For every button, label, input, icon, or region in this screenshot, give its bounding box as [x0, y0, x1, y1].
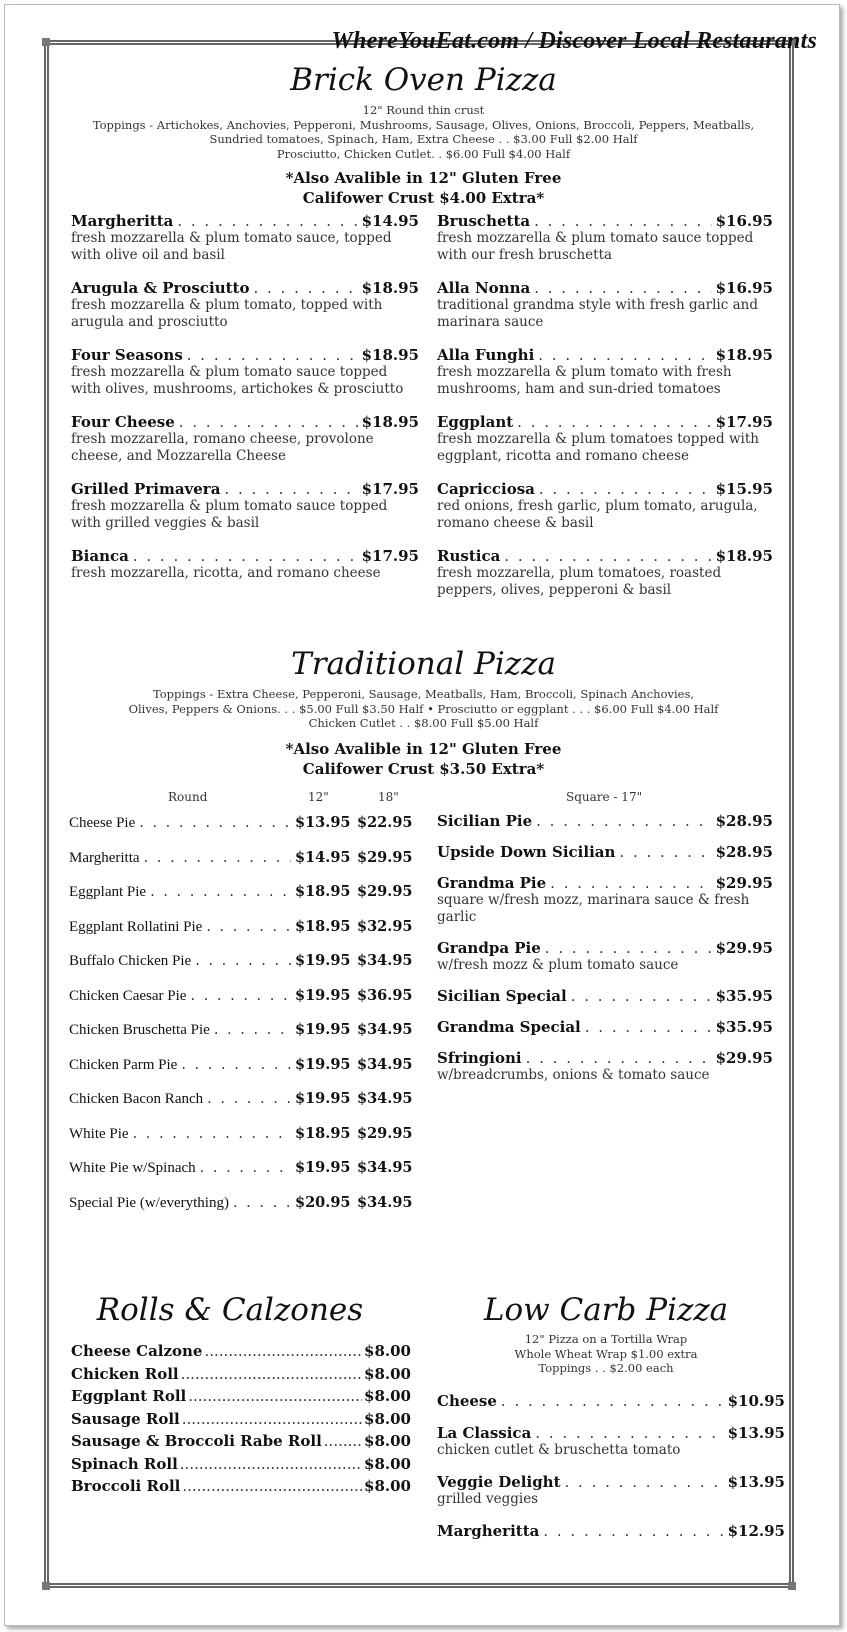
price-18: $32.95	[357, 917, 413, 935]
round-header: Round	[168, 790, 208, 804]
menu-item-price: $35.95	[715, 987, 773, 1005]
leader-dots	[206, 919, 291, 935]
menu-item-desc: fresh mozzarella & plum tomato sauce topped with our fresh bruschetta	[437, 230, 754, 263]
subtitle-line: Toppings - Artichokes, Anchovies, Pepperoni, Mushrooms, Sausage, Olives, Onions, Broccoli, Peppers, Meatballs,	[92, 117, 755, 132]
rolls-title: Rolls & Calzones	[96, 1292, 364, 1328]
menu-item-price: $10.95	[727, 1392, 785, 1410]
menu-item-price: $14.95	[361, 212, 419, 230]
menu-item-price: $12.95	[727, 1522, 785, 1540]
menu-item-name: Bianca	[71, 547, 129, 565]
menu-item-desc: fresh mozzarella & plum tomatoes topped with eggplant, ricotta and romano cheese	[437, 431, 759, 464]
low-carb-title: Low Carb Pizza	[483, 1292, 729, 1328]
round-pizza-list	[69, 814, 419, 1228]
menu-item-price: $8.00	[364, 1387, 411, 1405]
menu-item-name: Sfringioni	[437, 1049, 522, 1067]
menu-item-name: Sicilian Special	[437, 987, 567, 1005]
roll-row	[71, 1477, 411, 1500]
leader-dots	[619, 843, 711, 861]
round-pizza-row	[69, 883, 419, 918]
menu-item-name: Alla Funghi	[437, 346, 535, 364]
roll-row	[71, 1432, 411, 1455]
border-corner	[42, 38, 50, 46]
brick-oven-gluten-free	[0, 168, 847, 208]
menu-item-name: Grandma Special	[437, 1018, 581, 1036]
menu-item-desc: fresh mozzarella & plum tomato, topped with arugula and prosciutto	[71, 297, 383, 330]
menu-item-name: Margheritta	[437, 1522, 540, 1540]
leader-dots	[535, 1424, 723, 1442]
menu-item-row	[71, 547, 419, 565]
menu-item	[437, 547, 773, 599]
menu-item	[71, 346, 419, 398]
menu-item-name: Margheritta	[69, 849, 140, 866]
menu-item-name: White Pie	[69, 1125, 129, 1142]
menu-item	[437, 843, 773, 861]
leader-dots	[179, 413, 358, 431]
round-pizza-row	[69, 952, 419, 987]
menu-item-desc: fresh mozzarella & plum tomato sauce topped with olives, mushrooms, artichokes & prosciutto	[71, 364, 404, 397]
leader-dots	[180, 1455, 362, 1473]
leader-dots	[504, 547, 711, 565]
menu-item-price: $28.95	[715, 812, 773, 830]
menu-item	[437, 1392, 785, 1410]
price-18: $34.95	[357, 1193, 413, 1211]
leader-dots	[565, 1473, 724, 1491]
menu-item-name: Rustica	[437, 547, 501, 565]
price-12: $19.95	[295, 986, 351, 1004]
menu-item-desc: red onions, fresh garlic, plum tomato, arugula, romano cheese & basil	[437, 498, 758, 531]
leader-dots	[139, 815, 291, 831]
leader-dots	[539, 480, 712, 498]
menu-item-row	[437, 1392, 785, 1410]
round-pizza-row	[69, 849, 419, 884]
menu-item-row	[71, 413, 419, 431]
menu-item-price: $8.00	[364, 1409, 411, 1428]
menu-item-name: Alla Nonna	[437, 279, 531, 297]
menu-item	[71, 413, 419, 465]
price-12: $18.95	[295, 1124, 351, 1142]
menu-item-name: Spinach Roll	[71, 1454, 178, 1473]
menu-item-price: $17.95	[361, 480, 419, 498]
menu-item-name: Chicken Bruschetta Pie	[69, 1022, 210, 1038]
menu-item-row	[437, 1049, 773, 1067]
menu-item-row	[437, 939, 773, 957]
leader-dots	[181, 1057, 291, 1073]
menu-item-row	[71, 346, 419, 364]
menu-item	[437, 480, 773, 532]
menu-item-name: Grilled Primavera	[71, 480, 221, 498]
round-pizza-row	[69, 1159, 419, 1194]
roll-row	[71, 1410, 411, 1433]
price-18: $34.95	[357, 1159, 413, 1176]
menu-item-name: Special Pie (w/everything)	[69, 1194, 229, 1211]
leader-dots	[187, 346, 358, 364]
menu-item-row	[437, 346, 773, 364]
leader-dots	[133, 1126, 291, 1142]
leader-dots	[526, 1049, 712, 1067]
round-pizza-row	[69, 1090, 419, 1125]
menu-item-row	[437, 413, 773, 431]
menu-item-price: $8.00	[364, 1342, 411, 1360]
menu-item-price: $28.95	[715, 843, 773, 861]
leader-dots	[543, 1522, 723, 1540]
menu-item-row	[437, 1473, 785, 1491]
menu-item-desc: chicken cutlet & bruschetta tomato	[437, 1442, 681, 1458]
menu-item-name: Eggplant Roll	[71, 1387, 187, 1405]
leader-dots	[207, 1091, 291, 1107]
menu-item-name: Cheese Pie	[69, 815, 136, 831]
brick-oven-left-column	[71, 212, 419, 597]
menu-item-name: Four Cheese	[71, 413, 175, 431]
subtitle-line: Whole Wheat Wrap $1.00 extra	[514, 1346, 698, 1361]
price-12: $19.95	[295, 1090, 351, 1107]
round-pizza-row	[69, 1194, 419, 1229]
brick-oven-subtitle	[0, 103, 847, 161]
menu-item-price: $18.95	[361, 413, 419, 431]
menu-item-desc: fresh mozzarella, plum tomatoes, roasted peppers, olives, pepperoni & basil	[437, 565, 722, 598]
leader-dots	[182, 1410, 362, 1428]
price-12: $13.95	[295, 814, 351, 831]
menu-item-name: Veggie Delight	[437, 1473, 561, 1491]
menu-item-desc: traditional grandma style with fresh garlic and marinara sauce	[437, 297, 758, 330]
menu-item-price: $29.95	[715, 939, 773, 957]
leader-dots	[534, 212, 711, 230]
leader-dots	[190, 988, 291, 1004]
menu-item	[437, 413, 773, 465]
menu-item-row	[437, 1522, 785, 1540]
menu-item-name: Sausage Roll	[71, 1409, 180, 1428]
menu-item-name: Capricciosa	[437, 480, 535, 498]
menu-item-price: $16.95	[715, 279, 773, 297]
price-12: $19.95	[295, 1159, 351, 1176]
menu-item-row	[437, 547, 773, 565]
menu-item-name: Grandpa Pie	[437, 939, 541, 957]
menu-item-row	[437, 1424, 785, 1442]
subtitle-line: Olives, Peppers & Onions. . . $5.00 Full $3.50 Half • Prosciutto or eggplant . . . $6.00 Full $4.00 Half	[128, 701, 719, 716]
menu-item-price: $8.00	[364, 1454, 411, 1473]
leader-dots	[501, 1392, 724, 1410]
border-corner	[42, 1582, 50, 1590]
price-12: $19.95	[295, 1055, 351, 1073]
price-12: $19.95	[295, 952, 351, 969]
menu-item-row	[437, 874, 773, 892]
menu-item-row	[437, 843, 773, 861]
round-pizza-row	[69, 918, 419, 953]
price-12: $18.95	[295, 917, 351, 935]
price-18: $34.95	[357, 1090, 413, 1107]
menu-item-desc: fresh mozzarella & plum tomato with fresh mushrooms, ham and sun-dried tomatoes	[437, 364, 732, 397]
price-12: $20.95	[295, 1193, 351, 1211]
round-pizza-row	[69, 1021, 419, 1056]
subtitle-line: Sundried tomatoes, Spinach, Ham, Extra Cheese . . $3.00 Full $2.00 Half	[209, 132, 638, 146]
menu-item-price: $13.95	[727, 1473, 785, 1491]
roll-row	[71, 1387, 411, 1410]
price-18: $34.95	[357, 1055, 413, 1073]
leader-dots	[538, 346, 711, 364]
price-18: $29.95	[357, 1124, 413, 1142]
gluten-free-line: Califower Crust $3.50 Extra*	[302, 760, 545, 778]
leader-dots	[204, 1342, 362, 1360]
menu-item-price: $18.95	[715, 346, 773, 364]
price-12: $18.95	[295, 883, 351, 900]
leader-dots	[536, 812, 711, 830]
menu-item-name: Margheritta	[71, 212, 174, 230]
round-pizza-row	[69, 814, 419, 849]
traditional-title: Traditional Pizza	[291, 646, 556, 682]
brick-oven-title: Brick Oven Pizza	[290, 62, 557, 98]
leader-dots	[214, 1022, 291, 1038]
leader-dots	[150, 884, 291, 900]
size-18-header: 18"	[378, 790, 399, 804]
menu-item-row	[71, 480, 419, 498]
roll-row	[71, 1365, 411, 1388]
menu-item-row	[437, 480, 773, 498]
menu-item	[437, 1424, 785, 1459]
leader-dots	[324, 1432, 362, 1450]
square-pizza-list	[437, 812, 773, 1097]
menu-item-name: Eggplant	[437, 413, 514, 431]
menu-item-name: Grandma Pie	[437, 874, 547, 892]
brick-oven-right-column	[437, 212, 773, 614]
leader-dots	[188, 1387, 362, 1405]
menu-item-name: Arugula & Prosciutto	[71, 279, 250, 297]
rolls-list	[71, 1342, 411, 1500]
menu-item	[437, 1049, 773, 1084]
menu-item-name: Sicilian Pie	[437, 812, 533, 830]
subtitle-line: Prosciutto, Chicken Cutlet. . $6.00 Full $4.00 Half	[276, 146, 571, 161]
leader-dots	[177, 212, 357, 230]
subtitle-line: Chicken Cutlet . . $8.00 Full $5.00 Half	[308, 716, 539, 730]
menu-item-price: $17.95	[715, 413, 773, 431]
subtitle-line: 12" Round thin crust	[362, 103, 485, 117]
leader-dots	[233, 1195, 291, 1211]
menu-item-price: $29.95	[715, 1049, 773, 1067]
menu-item-desc: fresh mozzarella, romano cheese, provolone cheese, and Mozzarella Cheese	[71, 431, 374, 464]
border-corner	[788, 1582, 796, 1590]
menu-item-desc: fresh mozzarella & plum tomato sauce topped with grilled veggies & basil	[71, 498, 388, 531]
menu-item	[437, 346, 773, 398]
menu-item-price: $15.95	[715, 480, 773, 498]
traditional-gluten-free	[0, 739, 847, 779]
menu-item-row	[437, 279, 773, 297]
menu-item-name: Chicken Parm Pie	[69, 1056, 178, 1073]
leader-dots	[550, 874, 711, 892]
price-18: $34.95	[357, 1021, 413, 1038]
low-carb-list	[437, 1392, 785, 1554]
size-12-header: 12"	[308, 790, 329, 804]
menu-item-desc: fresh mozzarella & plum tomato sauce, topped with olive oil and basil	[71, 230, 392, 263]
gluten-free-line: *Also Avalible in 12" Gluten Free	[285, 740, 562, 758]
menu-item-price: $18.95	[715, 547, 773, 565]
menu-item-price: $18.95	[361, 346, 419, 364]
subtitle-line: 12" Pizza on a Tortilla Wrap	[524, 1332, 688, 1346]
traditional-subtitle	[0, 687, 847, 731]
leader-dots	[144, 850, 291, 866]
subtitle-line: Toppings . . $2.00 each	[538, 1361, 674, 1375]
low-carb-subtitle	[420, 1332, 792, 1376]
leader-dots	[545, 939, 712, 957]
menu-item	[437, 987, 773, 1005]
price-18: $29.95	[357, 848, 413, 866]
round-pizza-row	[69, 1125, 419, 1160]
site-banner[interactable]: WhereYouEat.com / Discover Local Restaurants	[331, 28, 817, 54]
menu-item-price: $8.00	[364, 1432, 411, 1450]
menu-item-row	[437, 987, 773, 1005]
menu-item	[71, 480, 419, 532]
menu-item-name: Cheese Calzone	[71, 1342, 203, 1360]
leader-dots	[534, 279, 711, 297]
menu-item	[71, 279, 419, 331]
menu-item-name: Cheese	[437, 1392, 497, 1410]
menu-item-row	[71, 212, 419, 230]
leader-dots	[571, 987, 712, 1005]
price-12: $19.95	[295, 1021, 351, 1038]
leader-dots	[253, 279, 357, 297]
menu-item-price: $16.95	[715, 212, 773, 230]
menu-item-price: $8.00	[364, 1477, 411, 1495]
subtitle-line: Toppings - Extra Cheese, Pepperoni, Sausage, Meatballs, Ham, Broccoli, Spinach Anchovies,	[152, 687, 695, 701]
roll-row	[71, 1342, 411, 1365]
menu-item-name: Chicken Roll	[71, 1364, 179, 1383]
menu-item-price: $13.95	[727, 1424, 785, 1442]
menu-item	[71, 547, 419, 582]
leader-dots	[517, 413, 711, 431]
menu-item-desc: w/breadcrumbs, onions & tomato sauce	[437, 1067, 710, 1083]
menu-item	[437, 1522, 785, 1540]
menu-item-name: La Classica	[437, 1424, 532, 1442]
price-18: $29.95	[357, 883, 413, 900]
menu-item	[71, 212, 419, 264]
menu-item-price: $29.95	[715, 874, 773, 892]
price-18: $22.95	[357, 814, 413, 831]
leader-dots	[585, 1018, 712, 1036]
menu-item-price: $8.00	[364, 1364, 411, 1383]
menu-item	[437, 812, 773, 830]
menu-item-name: Upside Down Sicilian	[437, 843, 616, 861]
leader-dots	[224, 480, 357, 498]
menu-item-name: Buffalo Chicken Pie	[69, 953, 192, 969]
price-18: $36.95	[357, 986, 413, 1004]
leader-dots	[181, 1365, 362, 1383]
menu-item-name: Broccoli Roll	[71, 1477, 181, 1495]
price-18: $34.95	[357, 952, 413, 969]
roll-row	[71, 1455, 411, 1478]
menu-item-name: White Pie w/Spinach	[69, 1160, 196, 1176]
menu-item	[437, 212, 773, 264]
menu-item-name: Chicken Bacon Ranch	[69, 1091, 204, 1107]
menu-item-price: $18.95	[361, 279, 419, 297]
menu-item-row	[437, 812, 773, 830]
menu-item-name: Sausage & Broccoli Rabe Roll	[71, 1432, 322, 1450]
menu-item	[437, 1018, 773, 1036]
menu-item	[437, 1473, 785, 1508]
menu-item-desc: w/fresh mozz & plum tomato sauce	[437, 957, 679, 973]
menu-item-row	[71, 279, 419, 297]
menu-item-desc: square w/fresh mozz, marinara sauce & fresh garlic	[437, 892, 750, 925]
menu-item	[437, 939, 773, 974]
round-pizza-row	[69, 1056, 419, 1091]
menu-item-name: Eggplant Rollatini Pie	[69, 918, 203, 935]
leader-dots	[200, 1160, 291, 1176]
menu-item-name: Bruschetta	[437, 212, 531, 230]
menu-item-row	[437, 1018, 773, 1036]
menu-item-row	[437, 212, 773, 230]
price-12: $14.95	[295, 848, 351, 866]
leader-dots	[195, 953, 291, 969]
round-pizza-row	[69, 987, 419, 1022]
menu-item	[437, 279, 773, 331]
leader-dots	[182, 1477, 362, 1495]
menu-item-desc: grilled veggies	[437, 1491, 539, 1507]
menu-item	[437, 874, 773, 926]
menu-item-name: Four Seasons	[71, 346, 183, 364]
menu-item-name: Eggplant Pie	[69, 884, 147, 900]
menu-item-name: Chicken Caesar Pie	[69, 987, 187, 1004]
gluten-free-line: *Also Avalible in 12" Gluten Free	[285, 169, 562, 187]
menu-item-price: $17.95	[361, 547, 419, 565]
square-header: Square - 17"	[566, 790, 643, 804]
menu-item-price: $35.95	[715, 1018, 773, 1036]
leader-dots	[133, 547, 358, 565]
menu-item-desc: fresh mozzarella, ricotta, and romano cheese	[71, 565, 381, 581]
gluten-free-line: Califower Crust $4.00 Extra*	[302, 189, 545, 207]
